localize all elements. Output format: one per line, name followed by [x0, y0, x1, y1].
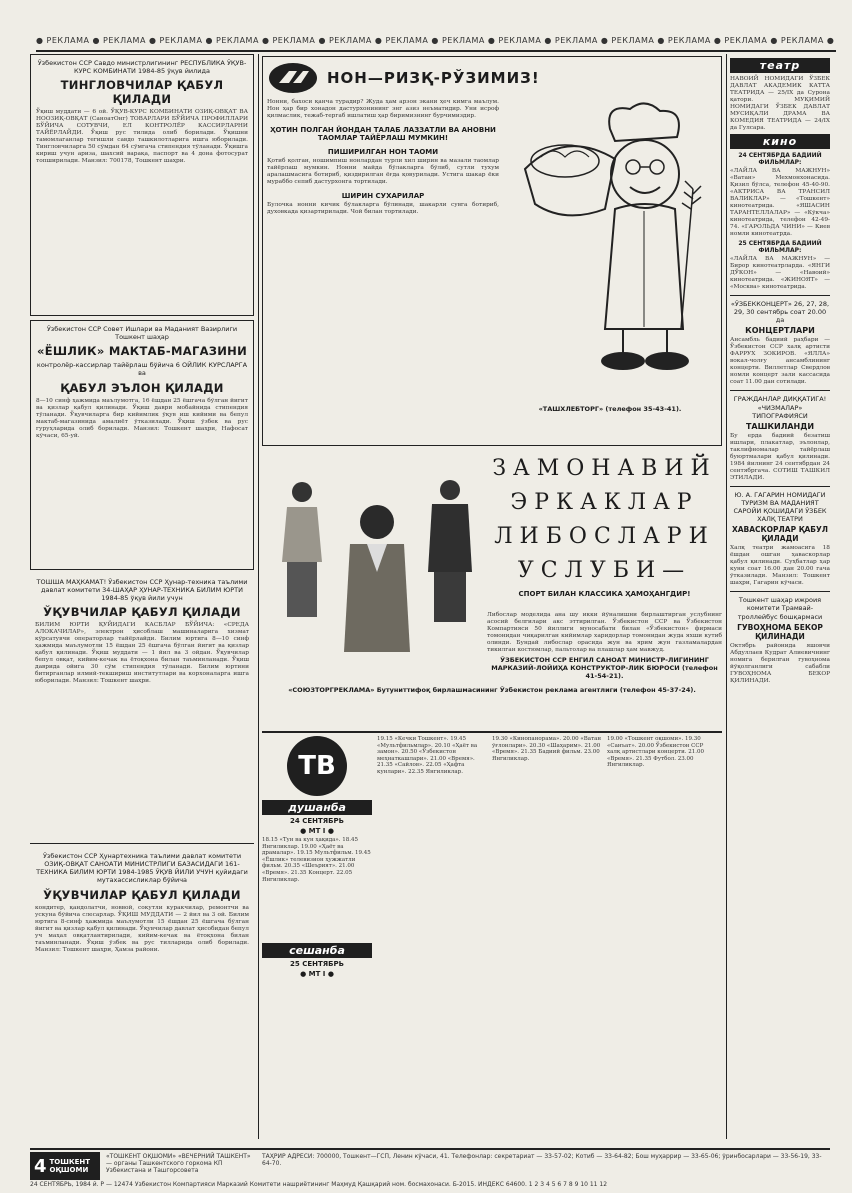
concert-title: КОНЦЕРТЛАРИ	[745, 326, 815, 336]
ad-yoshlik-shop	[30, 320, 254, 570]
ad-yoshlik-body: 8—10 синф ҳажмида маълумотга, 16 ёшдан 25 ёшгача бўлган йигит ва қизлар қабул қилинади. Ўқиш даври мобайнида стипендия тўланади. Ўқувчиларга бир кийимлик ўқув иш кийими ва бепул мактаб-магазинида амалиёт ўтказилади. Ўқиш ўзбек ва рус гуруҳларида олиб борилади. Манзил: Тошкент шаҳри, Нафосат кўчаси, 65-уй.	[36, 397, 248, 439]
footer-rule	[30, 1148, 830, 1150]
theatre-header: театр	[730, 58, 830, 73]
ad-trade-courses-body: Ўқиш муддати — 6 ой. ЎҚУВ-КУРС КОМБИНАТИ ОЗИҚ-ОВҚАТ ВА НООЗИҚ-ОВҚАТ (СаноатОнг) ТОВАРЛАРИ БЎЙИЧА ПРОФИЛЛАРИ БЎЙИЧА СОТУВЧИ, ЕЛ КОНТРОЛЁР КАССИРЛАРНИ ТАЙЁРЛАЙДИ. Ўқиш рус тилида олиб борилади. Ўқишни тамомлаганлар тегишли савдо ташкилотларига ишга юборилади. Тингловчиларга 50 сўмдан 64 сўмгача стипендия тўланади. Ўқишга кириш учун ариза, шахсий варақа, паспорт ва 4 дона фотосурат топширилади. Манзил: 700178, Тошкент шаҳри.	[36, 109, 248, 165]
col-divider-right	[726, 54, 727, 1139]
ad-school-161-body: кондитер, қандолатчи, новвой, сокутли куракчилар, ремонтчи ва ускуна бўйича слесарлар. ЎҚИШ МУДДАТИ — 2 йил ва 3 ой. Билим юртига 8-синф ҳажмида маълумотли 15 ёшдан 25 ёшгача бўлган йигит ва қизлар қабул қилинади. Ўқувчилар давлат ҳисобидан бепул уч маҳал овқатлантирилади, кийим-кечак ва ётоқхона билан таъминланади. Ўқиш ўзбек ва рус тилларида олиб борилади. Манзил: Тошкент шаҳри, Ҳамза райони.	[35, 904, 249, 953]
ad-school-34-body: БИЛИМ ЮРТИ ҚУЙИДАГИ КАСБЛАР БЎЙИЧА: «СРЕДА АЛОКАЧИЛАР», электрон ҳисоблаш машиналарига хизмат кўрсатувчи операторлар тайёрлайди. Билим юртига 8—10 синф ҳажмида маълумотли 15 ёшдан 25 ёшгача бўлган йигит ва қизлар қабул қилинади. Ўқиш муддати — 1 йил ва 3 ойдан. Ўқувчилар бепул овқат, кийим-кечак ва ётоқхона билан таъминланади. Ўқиш даврида ойига 30 сўм стипендия тўланади. Билим юртини битирганлар илмий-текшириш институтлари ва корхоналарга ишга юборилади. Манзил: Тошкент шаҳри.	[35, 622, 249, 685]
tv-logo: ТВ	[287, 736, 347, 796]
suits-headline-4: УСЛУБИ—	[517, 558, 692, 583]
suits-credit: «СОЮЗТОРГРЕКЛАМА» Бутуниттифоқ бирлашмасининг Ўзбекистон реклама агентлиги (телефон 45-37-24).	[288, 686, 696, 694]
ad-school-34-pre: ТОШША МАҲКАМАТ! Ўзбекистон ССР Ҳунар-техника таълими давлат комитети 34-ШАҲАР ҲУНАР-ТЕХНИКА БИЛИМ ЮРТИ 1984-85 ўқув йили учун	[36, 578, 248, 603]
ad-school-161	[30, 848, 254, 1138]
footer-logo	[30, 1152, 100, 1180]
top-rule	[36, 50, 836, 52]
suits-body: Либослар моделида ана шу икки йўналишни бирлаштирган услубнинг асосий белгилари акс эттирилган. Ўзбекистон ССР ва Ўзбекистон Компартияси 50 йиллиги муносабати билан «Ўзбекистон» фирмаси томонидан чиқарилган кийимлар харидорлар томонидан жуда яхши кутиб олинди. Бундай либослар орасида жун ва ярим жун газламалардан тикилган костюмлар, пальтолар ва плашлар ҳам мавжуд.	[487, 612, 722, 653]
gagarin-pre: Ю. А. ГАГАРИН НОМИДАГИ ТУРИЗМ ВА МАДАНИЯТ САРОЙИ ҚОШИДАГИ ЎЗБЕК ХАЛҚ ТЕАТРИ	[733, 490, 827, 524]
suits-footer: ЎЗБЕКИСТОН ССР ЕНГИЛ САНОАТ МИНИСТР-ЛИГИНИНГ МАРКАЗИЙ-ЛОЙИҲА КОНСТРУКТОР-ЛИК БЮРОСИ (телефон 41-54-21).	[491, 656, 718, 680]
bread-ad-quote: ҲОТИН ПОЛГАН ЙОНДАН ТАЛАБ ЛАЗЗАТЛИ ВА АНОВНИ ТАОМЛАР ТАЙЁРЛАШ МУМКИН!	[270, 126, 496, 142]
suits-subtitle: СПОРТ БИЛАН КЛАССИКА ҲАМОҲАНГДИР!	[518, 590, 691, 598]
ad-school-34	[30, 574, 254, 844]
footer-logo-text: ТОШКЕНТ ОҚШОМИ	[49, 1158, 91, 1174]
ad-trade-courses-pre: Ўзбекистон ССР Савдо министрлигининг РЕСПУБЛИКА ЎҚУВ-КУРС КОМБИНАТИ 1984-85 ўқув йилида	[37, 59, 247, 76]
tv-listings	[262, 736, 722, 1146]
notice-body: Бу ерда бадиий безатиш ишлари, плакатлар, эълонлар, таклифномалар тайёрлаш буюртмалари қабул қилинади. 1984 йилнинг 24 сентябрдан 24 сентябргача. СОТИШ ТАШКИЛ ЭТИЛАДИ.	[730, 432, 830, 481]
center-rule	[262, 731, 722, 733]
tv-day-monday-date: 24 СЕНТЯБРЬ	[290, 817, 344, 825]
bread-ad	[262, 56, 722, 446]
ad-yoshlik-sub: контролёр-кассирлар тайёрлаш бўйича 6 ОЙЛИК КУРСЛАРГА ва	[36, 361, 248, 378]
cinema-heading-1: 24 СЕНТЯБРДА БАДИИЙ ФИЛЬМЛАР:	[738, 152, 822, 166]
bread-ad-credit: «ТАШХЛЕБТОРГ» (телефон 35-43-41).	[538, 405, 682, 413]
tram-body: Октябрь районида яшовчи Абдуллаев Кудрат Алиевичнинг номига берилган гувоҳнома йўқолганлиги сабабли ГУВОҲНОМА БЕКОР ҚИЛИНАДИ.	[730, 642, 830, 684]
torg-logo-icon	[267, 61, 319, 95]
tram-title: ГУВОҲНОМА БЕКОР ҚИЛИНАДИ	[737, 622, 823, 641]
ad-yoshlik-pre: Ўзбекистон ССР Совет Ишлари ва Маданият Вазирлиги Тошкент шаҳар	[46, 325, 238, 342]
ad-trade-courses-title: ТИНГЛОВЧИЛАР ҚАБУЛ ҚИЛАДИ	[60, 78, 224, 107]
cinema-body-1: «ЛАЙЛА ВА МАЖНУН» «Ватан» Мехмонхонасида. Қизил бўлса, телефон 45-40-90. «АКТРИСА ВА ТРАНСИЛ ВАЛИКЛАР» — «Тошкент» кинотеатрида. «ЯШАСИН ТАРАНТЕЛЛАЛАР» — «Кўкча» кинотеатрида, телефон 42-49-74. «ГАРОЛЬДА ЧИНИ» — Киев номли кинотеатрда.	[730, 168, 830, 237]
tram-pre: Тошкент шаҳар ижроия комитети Трамвай-троллейбус бошқармаси	[737, 596, 823, 621]
tv-listing-col-1: 18.15 «Тун ва кун ҳақида». 18.45 Янгиликлар. 19.00 «Ҳаёт ва драмалар». 19.15 Мультфильм. 19.45 «Ёшлик» телевизион ҳужжатли фильм. 20.35 «Шеърият». 21.00 «Время». 21.35 Концерт. 22.05 Янгиликлар.	[262, 837, 371, 883]
bread-ad-body-1: Қотиб қолган, ношимпиш нонлардан турли хил ширин ва мазали таомлар тайёрлаш мумкин. Нонни майда бўлакларга бўлиб, сутли тухум аралашмасига ботириб, қиздирилган ёғда қовурилади. Устига шакар ёки мураббо сепиб дастурхонга тортилади.	[267, 158, 499, 185]
tv-listing-col-2: 19.15 «Кечки Тошкент». 19.45 «Мультфильмлар». 20.10 «Ҳаёт ва замон». 20.50 «Ўзбекистон меҳнаткашлари». 21.00 «Время». 21.35 «Сайлов». 22.05 «Ҳафта кунлари». 22.35 Янгиликлар.	[377, 736, 478, 775]
ad-school-34-title: ЎҚУВЧИЛАР ҚАБУЛ ҚИЛАДИ	[43, 605, 241, 620]
gagarin-body: Халқ театри жамоасига 18 ёшдан ошган ҳаваскорлар қабул қилинади. Суҳбатлар ҳар куни соат 16.00 дан 20.00 гача ўтказилади. Манзил: Тошкент шаҳри, Гагарин кўчаси.	[730, 545, 830, 587]
tv-listing-col-3: 19.30 «Кинопанорама». 20.00 «Ватан ўғлонлари». 20.30 «Шаҳарим». 21.00 «Время». 21.35 Бадиий фильм. 23.00 Янгиликлар.	[492, 736, 602, 762]
ad-yoshlik-title: «ЁШЛИК» МАКТАБ-МАГАЗИНИ	[36, 344, 248, 359]
footer-publisher: «ТОШКЕНТ ОҚШОМИ» «ВЕЧЕРНИЙ ТАШКЕНТ» — органы Ташкентского горкома КП Узбекистана и Ташгорсовета	[106, 1153, 251, 1174]
ad-school-161-title: ЎҚУВЧИЛАР ҚАБУЛ ҚИЛАДИ	[43, 887, 241, 902]
baker-illustration-icon	[505, 99, 715, 399]
tv-listing-col-4: 19.00 «Тошкент оқшоми». 19.30 «Санъат». 20.00 Ўзбекистон ССР халқ артистлари концерти. 21.00 «Время». 21.35 Футбол. 23.00 Янгиликлар.	[607, 736, 704, 769]
men-fashion-photo-icon	[262, 452, 487, 652]
cinema-heading-2: 25 СЕНТЯБРДА БАДИИЙ ФИЛЬМЛАР:	[738, 240, 822, 254]
bread-ad-intro: Нонни, бахоси қанча турадир? Жуда ҳам арзон экани ҳеч кимга маълум. Нон ҳар бир хонадон дастурхонининг энг азиз неъматидир. Уни исроф қилмаслик, тежаб-тергаб ишлатиш ҳар биримизнинг бурчимиздир.	[267, 99, 499, 119]
tv-day-monday: душанба	[262, 800, 372, 815]
cinema-body-2: «ЛАЙЛА ВА МАЖНУН» — Бирор кинотеатрларда. «ЯНГИ ДЎКОН» — «Навоий» кинотеатрида. «ЖИНОЯТ» — «Москва» кинотеатрида.	[730, 256, 830, 290]
ad-school-161-pre: Ўзбекистон ССР Ҳунартехника таълими давлат комитети ОЗИҚ-ОВҚАТ САНОАТИ МИНИСТРЛИГИ БАЗАСИДАГИ 161-ТЕХНИКА БИЛИМ ЮРТИ 1984-1985 ЎҚУВ ЙИЛИ УЧУН қуйидаги мутахассисликлар бўйича	[36, 852, 248, 885]
ad-yoshlik-title2: ҚАБУЛ ЭЪЛОН ҚИЛАДИ	[60, 380, 224, 395]
notice-pre: ГРАЖДАНЛАР ДИҚҚАТИГА! «ЧИЗМАЛАР» ТИПОГРАФИЯСИ	[733, 395, 827, 420]
footer-address: ТАҲРИР АДРЕСИ: 700000, Тошкент—ГСП, Ленин кўчаси, 41. Телефонлар: секретариат — 33-57-02; Котиб — 33-64-82; Бош муҳаррир — 33-65-06; ўринбосарлари — 33-56-19, 33-64-70.	[262, 1153, 822, 1167]
bread-ad-heading-2: ШИРИН СУХАРИЛАР	[341, 192, 425, 200]
tv-day-tuesday: сешанба	[262, 943, 372, 958]
bread-ad-heading-1: ПИШИРИЛГАН НОН ТАОМИ	[327, 148, 439, 156]
suits-headline-1: ЗАМОНАВИЙ	[492, 456, 717, 481]
bread-ad-title: НОН—РИЗҚ-РЎЗИМИЗ!	[327, 69, 540, 87]
tv-day-monday-channel: ● МТ I ●	[300, 827, 334, 835]
notice-title: ТАШКИЛАНДИ	[745, 421, 815, 431]
footer-logo-number: 4	[34, 1155, 47, 1177]
gagarin-title: ХАВАСКОРЛАР ҚАБУЛ ҚИЛАДИ	[731, 525, 829, 544]
advert-ribbon: ● РЕКЛАМА ● РЕКЛАМА ● РЕКЛАМА ● РЕКЛАМА ● РЕКЛАМА ● РЕКЛАМА ● РЕКЛАМА ● РЕКЛАМА ● РЕКЛАМА ● РЕКЛАМА ● РЕКЛАМА ● РЕКЛАМА ● РЕКЛАМА ● РЕКЛАМА ●	[36, 36, 835, 45]
theatre-body: НАВОИЙ НОМИДАГИ ЎЗБЕК ДАВЛАТ АКАДЕМИК КАТТА ТЕАТРИДА — 25/IX да Сурона қатори. МУҚИМИЙ НОМИДАГИ ЎЗБЕК ДАВЛАТ МУСИҚАЛИ ДРАМА ВА КОМЕДИЯ ТЕАТРИДА — 24/IX да Гулсара.	[730, 76, 830, 131]
suits-headline-2: ЭРКАКЛАР	[510, 490, 699, 515]
col-divider-left	[258, 54, 259, 1139]
tv-day-tuesday-channel: ● МТ I ●	[300, 970, 334, 979]
concert-body: Ансамбль бадиий раҳбари — Ўзбекистон ССР халқ артисти ФАРРУХ ЗОКИРОВ. «ЯЛЛА» вокал-чолғу ансамблининг концерти. Виллетлар Свердлов номли концерт зали кассасида соат 11.00 дан сотилади.	[730, 337, 830, 386]
suits-ad	[262, 452, 722, 727]
concert-pre: «ЎЗБЕККОНЦЕРТ» 26, 27, 28, 29, 30 сентябрь соат 20.00 да	[730, 300, 830, 325]
right-column	[730, 56, 830, 1142]
cinema-header: кино	[730, 134, 830, 149]
bread-ad-body-2: Булочка нонни кичик бўлакларга бўлинади, шакарли сувга ботириб, духовкада қизартирилади. Чой билан тортилади.	[267, 202, 499, 215]
footer-bottom-line: 24 СЕНТЯБРЬ, 1984 й. Р — 12474 Ўзбекистон Компартияси Марказий Комитети нашриётининг Маҳмуд Қашқарий ном. босмахонаси. Б-2015. ИНДЕКС 64600. 1 2 3 4 5 6 7 8 9 10 11 12	[30, 1181, 608, 1188]
suits-headline-3: ЛИБОСЛАРИ	[494, 524, 715, 549]
tv-day-tuesday-date: 25 СЕНТЯБРЬ	[290, 960, 344, 969]
ad-trade-courses	[30, 54, 254, 316]
left-column	[30, 54, 254, 1144]
